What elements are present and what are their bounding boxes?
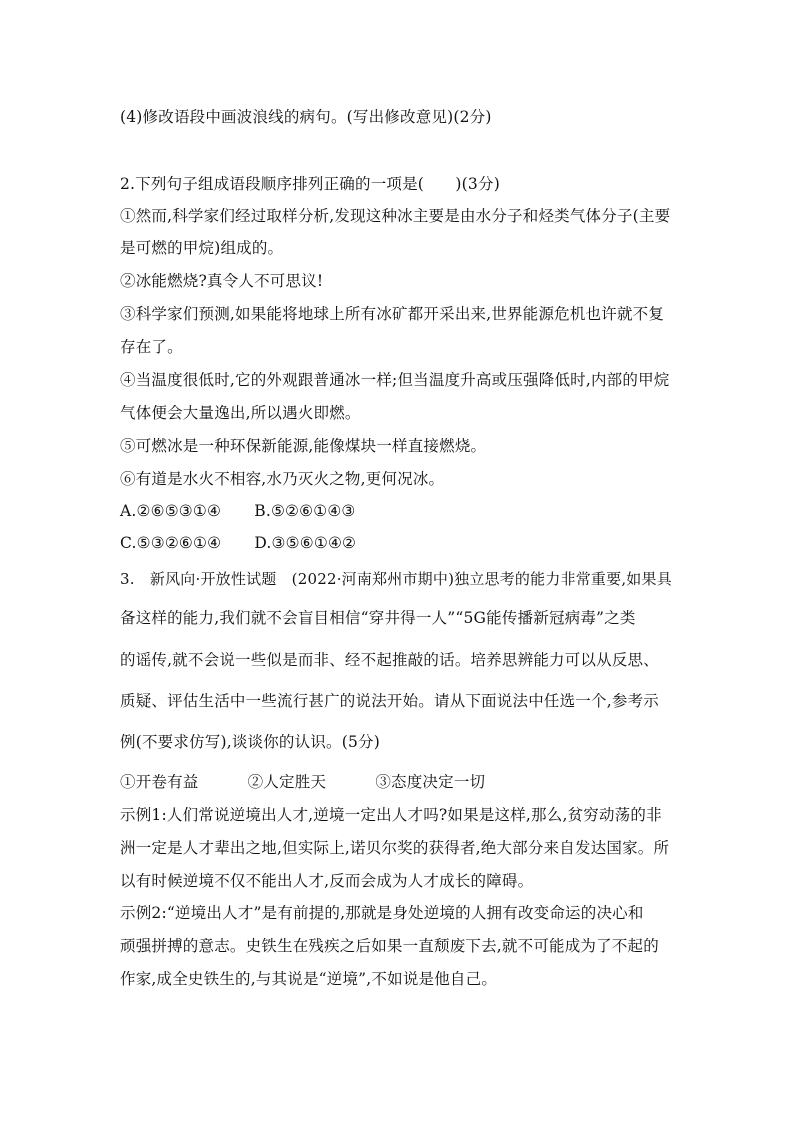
q3-example1-line-1: 示例1:人们常说逆境出人才,逆境一定出人才吗?如果是这样,那么,贫穷动荡的非 [120, 806, 662, 824]
q1-item4: (4)修改语段中画波浪线的病句。(写出修改意见)(2分) [120, 108, 492, 126]
q3-stem-line-4: 质疑、评估生活中一些流行甚广的说法开始。请从下面说法中任选一个,参考示 [120, 692, 659, 710]
q3-example1-line-2: 洲一定是人才辈出之地,但实际上,诺贝尔奖的获得者,绝大部分来自发达国家。所 [120, 839, 670, 857]
q2-sentence-5: ⑤可燃冰是一种环保新能源,能像煤块一样直接燃烧。 [120, 437, 487, 455]
q2-sentence-4b: 气体便会大量逸出,所以遇火即燃。 [120, 404, 361, 422]
q3-choice-2: ②人定胜天 [247, 773, 327, 791]
q3-stem-line-1: 3. 新风向·开放性试题 (2022·河南郑州市期中)独立思考的能力非常重要,如果具 [120, 570, 672, 588]
q3-example2-line-1: 示例2:“逆境出人才”是有前提的,那就是身处逆境的人拥有改变命运的决心和 [120, 904, 644, 922]
q2-sentence-3b: 存在了。 [120, 338, 183, 356]
q3-example2-line-3: 作家,成全史铁生的,与其说是“逆境”,不如说是他自己。 [120, 970, 498, 988]
q2-option-b: B.⑤②⑥①④③ [254, 502, 356, 520]
q2-option-a: A.②⑥⑤③①④ [120, 502, 222, 520]
q3-choice-1: ①开卷有益 [120, 773, 199, 791]
q2-options-row-2 [120, 532, 680, 554]
q2-sentence-2: ②冰能燃烧?真令人不可思议! [120, 272, 324, 290]
q2-sentence-4a: ④当温度很低时,它的外观跟普通冰一样;但当温度升高或压强降低时,内部的甲烷 [120, 371, 670, 389]
q3-stem-line-2: 备这样的能力,我们就不会盲目相信“穿井得一人”“5G能传播新冠病毒”之类 [120, 609, 636, 627]
q2-sentence-3a: ③科学家们预测,如果能将地球上所有冰矿都开采出来,世界能源危机也许就不复 [120, 305, 665, 323]
q2-sentence-6: ⑥有道是水火不相容,水乃灭火之物,更何况冰。 [120, 470, 445, 488]
q3-example2-line-2: 顽强拼搏的意志。史铁生在残疾之后如果一直颓废下去,就不可能成为了不起的 [120, 937, 659, 955]
q3-choices [120, 771, 680, 793]
q3-stem-line-3: 的谣传,就不会说一些似是而非、经不起推敲的话。培养思辨能力可以从反思、 [120, 651, 659, 669]
q2-option-c: C.⑤③②⑥①④ [120, 534, 222, 552]
q3-example1-line-3: 以有时候逆境不仅不能出人才,反而会成为人才成长的障碍。 [120, 872, 534, 890]
q2-options-row-1 [120, 500, 680, 522]
q2-sentence-1a: ①然而,科学家们经过取样分析,发现这种冰主要是由水分子和烃类气体分子(主要 [120, 207, 671, 225]
q3-choice-3: ③态度决定一切 [375, 773, 486, 791]
q2-stem: 2.下列句子组成语段顺序排列正确的一项是( )(3分) [120, 175, 500, 193]
q3-stem-line-5: 例(不要求仿写),谈谈你的认识。(5分) [120, 733, 380, 751]
q2-sentence-1b: 是可燃的甲烷)组成的。 [120, 239, 284, 257]
q2-option-d: D.③⑤⑥①④② [254, 534, 357, 552]
